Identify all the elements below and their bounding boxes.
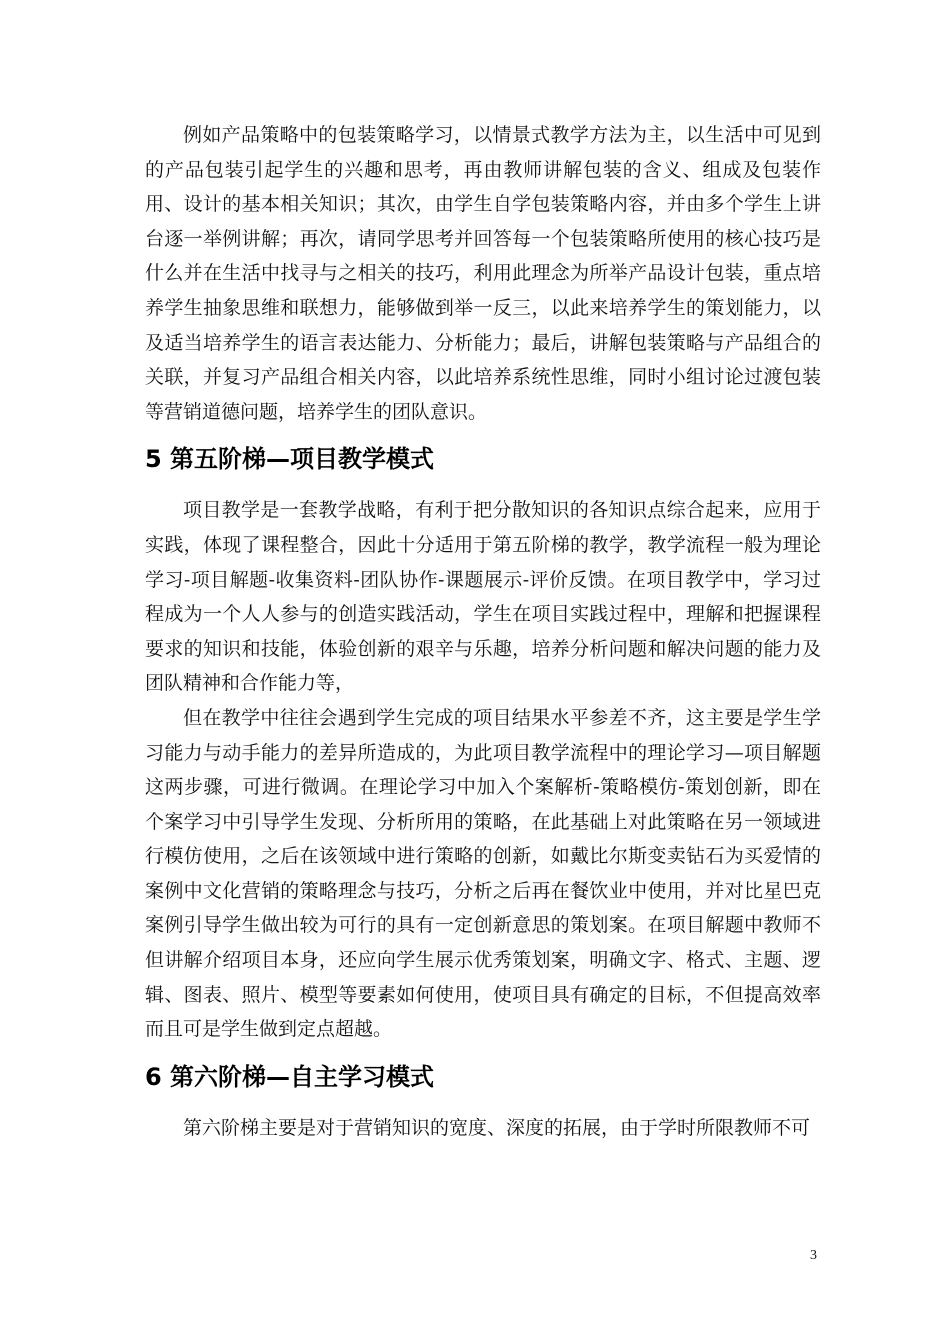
page-body <box>145 118 821 1145</box>
body-paragraph-project-adjustment: 但在教学中往往会遇到学生完成的项目结果水平参差不齐，这主要是学生学习能力与动手能力的差异所造成的，为此项目教学流程中的理论学习—项目解题这两步骤，可进行微调。在理论学习中加入个案解析-策略模仿-策划创新，即在个案学习中引导学生发现、分析所用的策略，在此基础上对此策略在另一领域进行模仿使用，之后在该领域中进行策略的创新，如戴比尔斯变卖钻石为买爱情的案例中文化营销的策略理念与技巧，分析之后再在餐饮业中使用，并对比星巴克案例引导学生做出较为可行的具有一定创新意思的策划案。在项目解题中教师不但讲解介绍项目本身，还应向学生展示优秀策划案，明确文字、格式、主题、逻辑、图表、照片、模型等要素如何使用，使项目具有确定的目标，不但提高效率而且可是学生做到定点超越。 <box>145 706 821 1041</box>
body-paragraph-packaging-strategy: 例如产品策略中的包装策略学习，以情景式教学方法为主，以生活中可见到的产品包装引起学生的兴趣和思考，再由教师讲解包装的含义、组成及包装作用、设计的基本相关知识；其次，由学生自学包装策略内容，并由多个学生上讲台逐一举例讲解；再次，请同学思考并回答每一个包装策略所使用的核心技巧是什么并在生活中找寻与之相关的技巧，利用此理念为所举产品设计包装，重点培养学生抽象思维和联想力，能够做到举一反三，以此来培养学生的策划能力，以及适当培养学生的语言表达能力、分析能力；最后，讲解包装策略与产品组合的关联，并复习产品组合相关内容，以此培养系统性思维，同时小组讨论过渡包装等营销道德问题，培养学生的团队意识。 <box>145 124 821 423</box>
section-heading-5: 5 第五阶梯—项目教学模式 <box>145 445 435 474</box>
section-heading-6: 6 第六阶梯—自主学习模式 <box>145 1062 435 1091</box>
page-number: 3 <box>810 1248 817 1263</box>
body-paragraph-self-study: 第六阶梯主要是对于营销知识的宽度、深度的拓展，由于学时所限教师不可 <box>183 1116 811 1139</box>
body-paragraph-project-teaching: 项目教学是一套教学战略，有利于把分散知识的各知识点综合起来，应用于实践，体现了课程整合，因此十分适用于第五阶梯的教学，教学流程一般为理论学习-项目解题-收集资料-团队协作-课题展示-评价反馈。在项目教学中，学习过程成为一个人人参与的创造实践活动，学生在项目实践过程中，理解和把握课程要求的知识和技能，体验创新的艰辛与乐趣，培养分析问题和解决问题的能力及团队精神和合作能力等， <box>145 499 821 695</box>
